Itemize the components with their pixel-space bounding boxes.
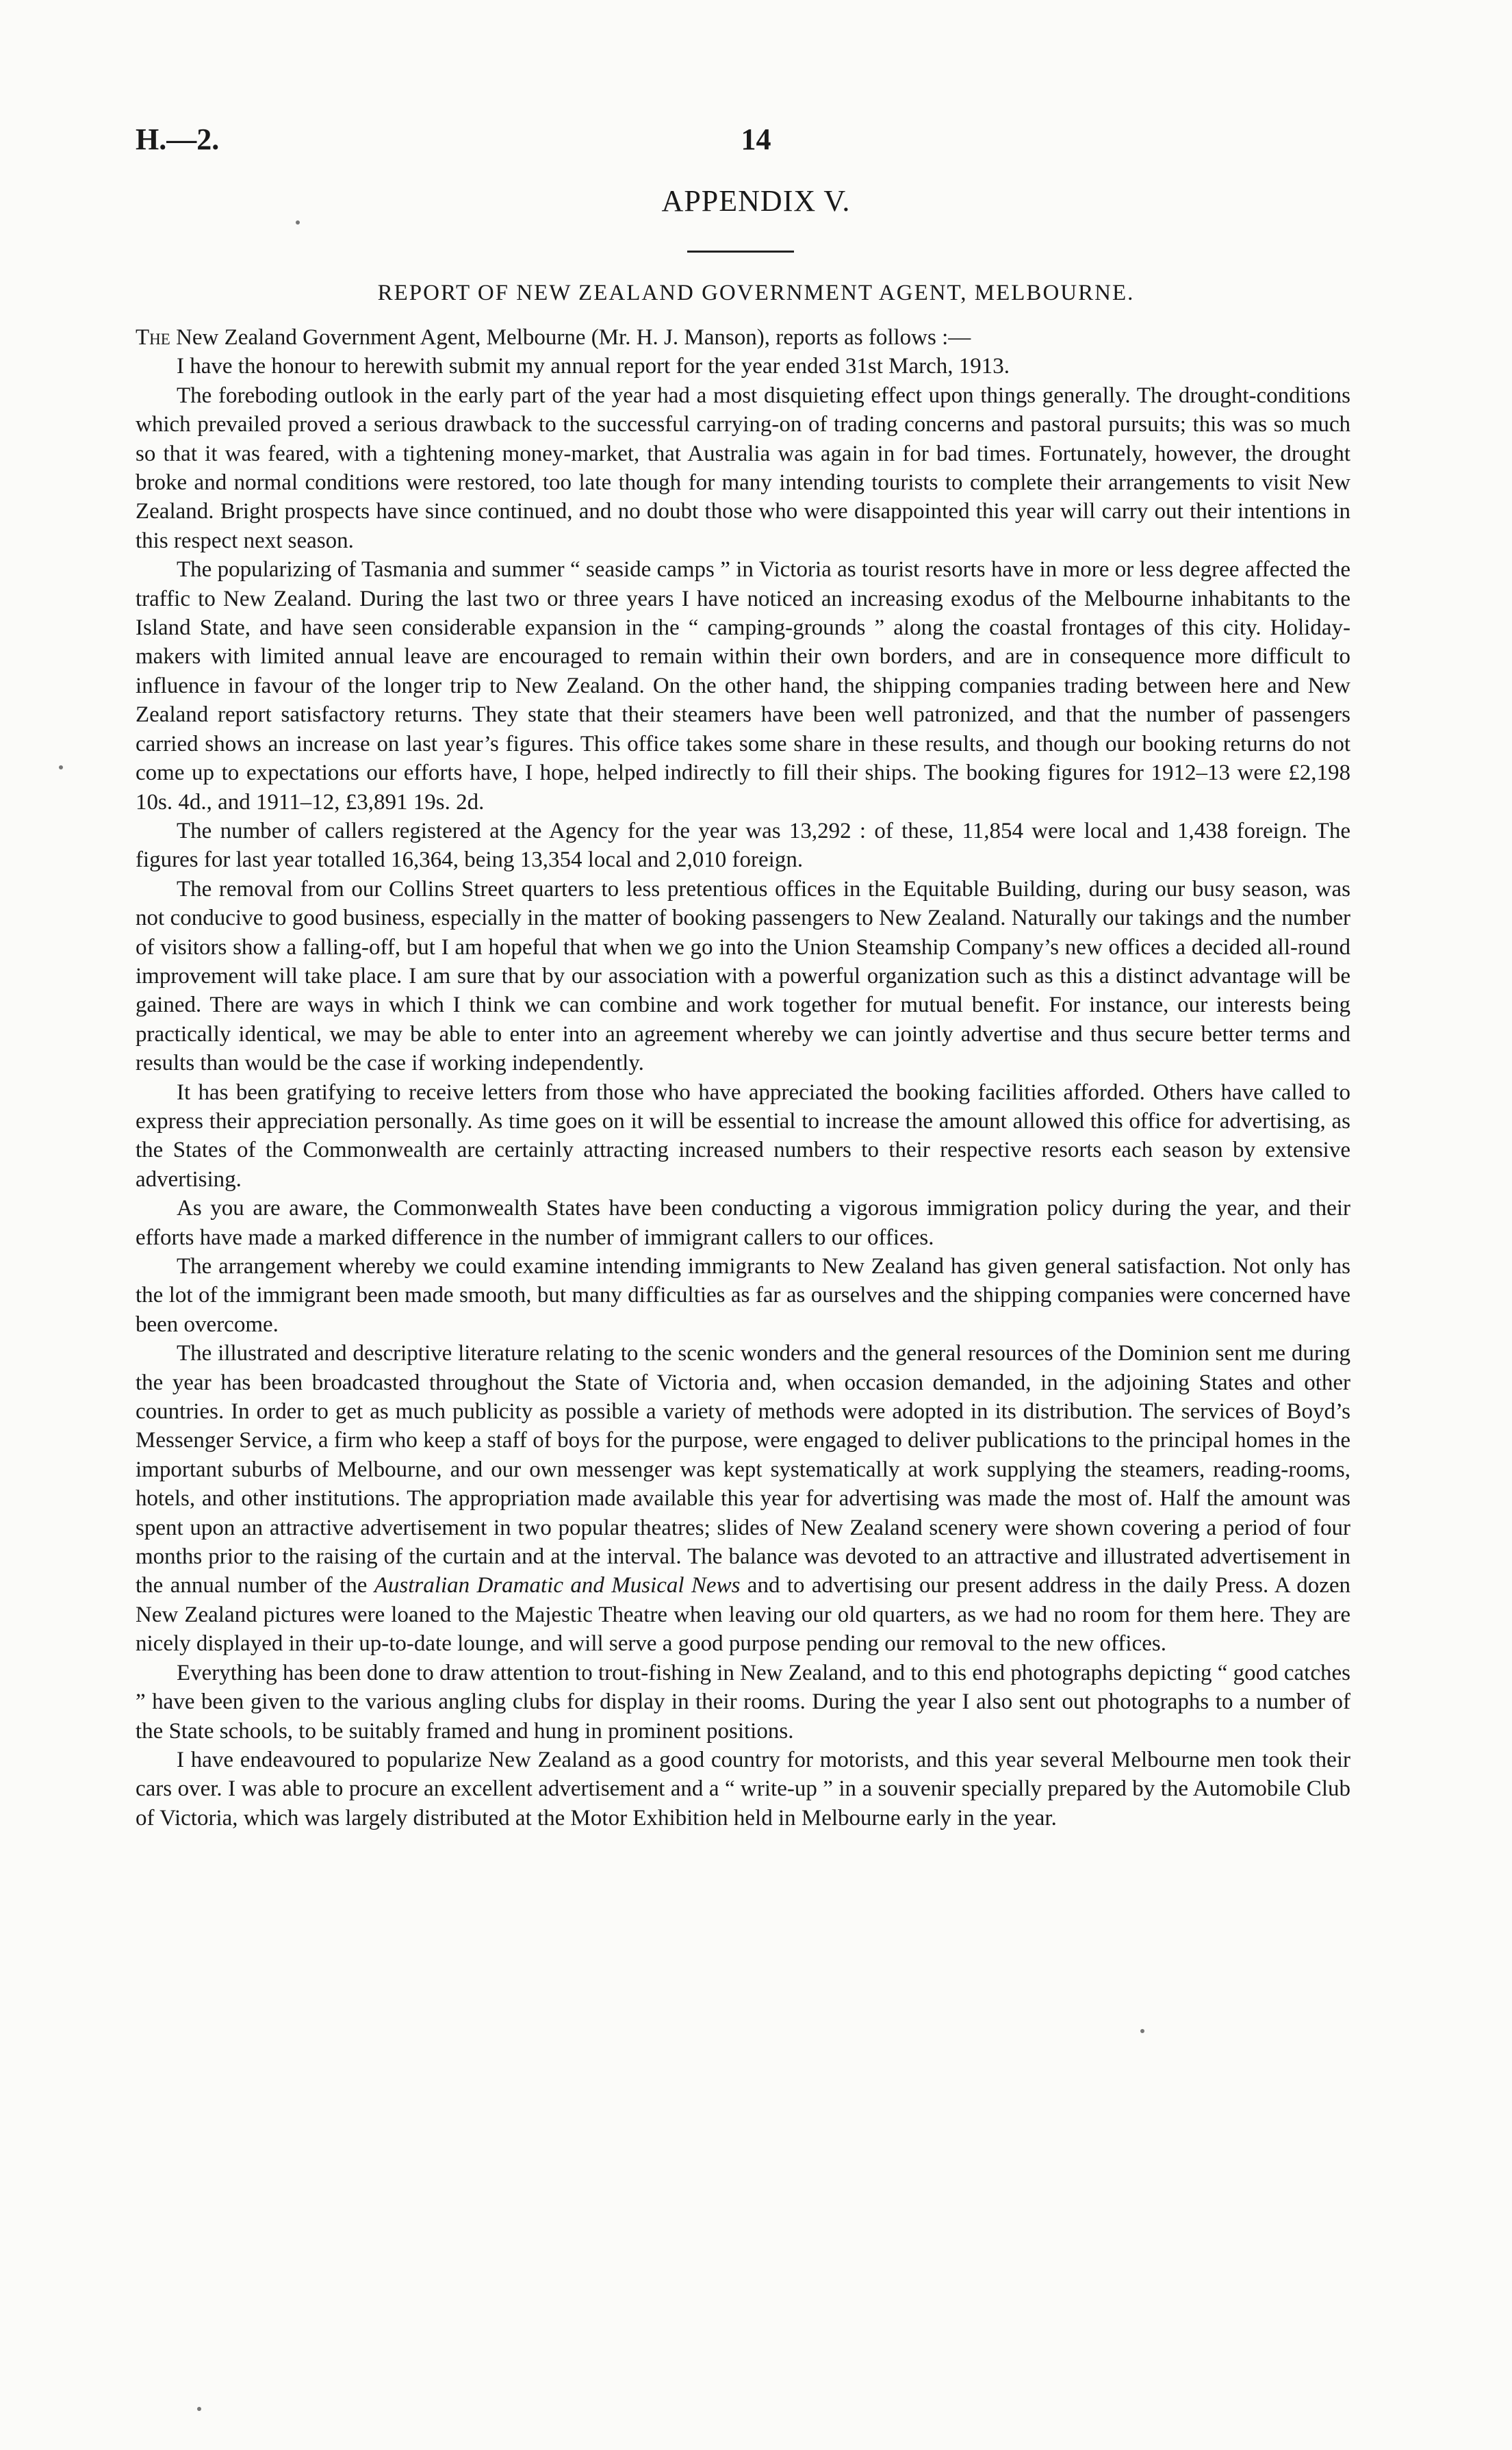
body-paragraph: The foreboding outlook in the early part of the year had a most disquieting effect upon things generally. The drought-conditions which prevailed proved a serious drawback to the successful carrying-on of trading concerns and pastoral pursuits; this was so much so that it was feared, with a tightening money-market, that Australia was again in for bad times. Fortunately, however, the drought broke and normal conditions were restored, too late though for many intending tourists to complete their arrangements to visit New Zealand. Bright prospects have since continued, and no doubt those who were disappointed this year will carry out their intentions in this respect next season.	[136, 383, 1350, 553]
body-paragraph: The arrangement whereby we could examine intending immigrants to New Zealand has given general satisfaction. Not only has the lot of the immigrant been made smooth, but many difficulties as far as ourselves and the shipping companies were concerned have been overcome.	[136, 1254, 1350, 1337]
page-number: 14	[741, 123, 771, 156]
literature-text-before: The illustrated and descriptive literature relating to the scenic wonders and the general resources of the Dominion sent me during the year has been broadcasted throughout the State of Victoria and, when occasion demanded, in the adjoining States and other countries. In order to get as much publicity as possible a variety of methods were adopted in its distribution. The services of Boyd’s Messenger Service, a firm who keep a staff of boys for the purpose, were engaged to deliver publications to the principal homes in the important suburbs of Melbourne, and our own messenger was kept systematically at work supplying the steamers, reading-rooms, hotels, and other institutions. The appropriation made available this year for advertising was made the most of. Half the amount was spent upon an attractive advertisement in two popular theatres; slides of New Zealand scenery were shown covering a period of four months prior to the raising of the curtain and at the interval. The balance was devoted to an attractive and illustrated advertisement in the annual number of the	[136, 1341, 1350, 1598]
literature-paragraph	[136, 1339, 1350, 1658]
heading-rule	[687, 251, 794, 253]
body-paragraph: The popularizing of Tasmania and summer “ seaside camps ” in Victoria as tourist resorts have in more or less degree affected the traffic to New Zealand. During the last two or three years I have noticed an increasing exodus of the Melbourne inhabitants to the Island State, and have seen considerable expansion in the “ camping-grounds ” along the coastal frontages of this city. Holiday-makers with limited annual leave are encouraged to remain within their own borders, and are in consequence more difficult to influence in favour of the longer trip to New Zealand. On the other hand, the shipping companies trading between here and New Zealand report satisfactory returns. They state that their steamers have been well patronized, and that the number of passengers carried shows an increase on last year’s figures. This office takes some share in these results, and though our booking returns do not come up to expectations our efforts have, I hope, helped indirectly to fill their ships. The booking figures for 1912–13 were £2,198 10s. 4d., and 1911–12, £3,891 19s. 2d.	[136, 557, 1350, 815]
intro-lead-word: The	[136, 325, 170, 350]
scan-speck	[197, 2407, 201, 2411]
body-paragraph: The removal from our Collins Street quarters to less pretentious offices in the Equitable Building, during our busy season, was not conducive to good business, especially in the matter of booking passengers to New Zealand. Naturally our takings and the number of visitors show a falling-off, but I am hopeful that when we go into the Union Steamship Company’s new offices a decided all-round improvement will take place. I am sure that by our association with a powerful organization such as this a distinct advantage will be gained. There are ways in which I think we can combine and work together for mutual benefit. For instance, our interests being practically identical, we may be able to enter into an agreement whereby we can jointly advertise and thus secure better terms and results than would be the case if working independently.	[136, 876, 1350, 1076]
body-paragraph: The number of callers registered at the Agency for the year was 13,292 : of these, 11,854 were local and 1,438 foreign. The figures for last year totalled 16,364, being 13,354 local and 2,010 foreign.	[136, 818, 1350, 873]
scan-speck	[1140, 2029, 1144, 2033]
report-body	[136, 323, 1350, 1833]
body-paragraph: Everything has been done to draw attention to trout-fishing in New Zealand, and to this end photographs depicting “ good catches ” have been given to the various angling clubs for display in their rooms. During the year I also sent out photographs to a number of the State schools, to be suitably framed and hung in prominent positions.	[136, 1660, 1350, 1744]
publication-title: Australian Dramatic and Musical News	[374, 1573, 741, 1598]
body-paragraph: As you are aware, the Commonwealth States have been conducting a vigorous immigration policy during the year, and their efforts have made a marked difference in the number of immigrant callers to our offices.	[136, 1196, 1350, 1250]
intro-text: New Zealand Government Agent, Melbourne (Mr. H. J. Manson), reports as follows :—	[170, 325, 971, 350]
body-paragraph: I have endeavoured to popularize New Zealand as a good country for motorists, and this year several Melbourne men took their cars over. I was able to procure an excellent advertisement and a “ write-up ” in a souvenir specially prepared by the Automobile Club of Victoria, which was largely distributed at the Motor Exhibition held in Melbourne early in the year.	[136, 1747, 1350, 1830]
document-reference: H.—2.	[136, 123, 220, 156]
report-title: REPORT OF NEW ZEALAND GOVERNMENT AGENT, MELBOURNE.	[377, 281, 1135, 305]
body-paragraph: I have the honour to herewith submit my annual report for the year ended 31st March, 1913.	[177, 354, 1010, 379]
appendix-heading: APPENDIX V.	[661, 184, 851, 218]
scan-speck	[296, 220, 300, 225]
scan-speck	[59, 765, 63, 769]
intro-paragraph	[136, 323, 1350, 352]
body-paragraph: It has been gratifying to receive letters from those who have appreciated the booking facilities afforded. Others have called to express their appreciation personally. As time goes on it will be essential to increase the amount allowed this office for advertising, as the States of the Commonwealth are certainly attracting increased numbers to their respective resorts each season by extensive advertising.	[136, 1080, 1350, 1192]
literature-text-after: and to advertising our present address in the daily Press. A dozen New Zealand pictures were loaned to the Majestic Theatre when leaving our old quarters, as we had no room for them here. They are nicely displayed in their up-to-date lounge, and will serve a good purpose pending our removal to the new offices.	[136, 1573, 1351, 1657]
